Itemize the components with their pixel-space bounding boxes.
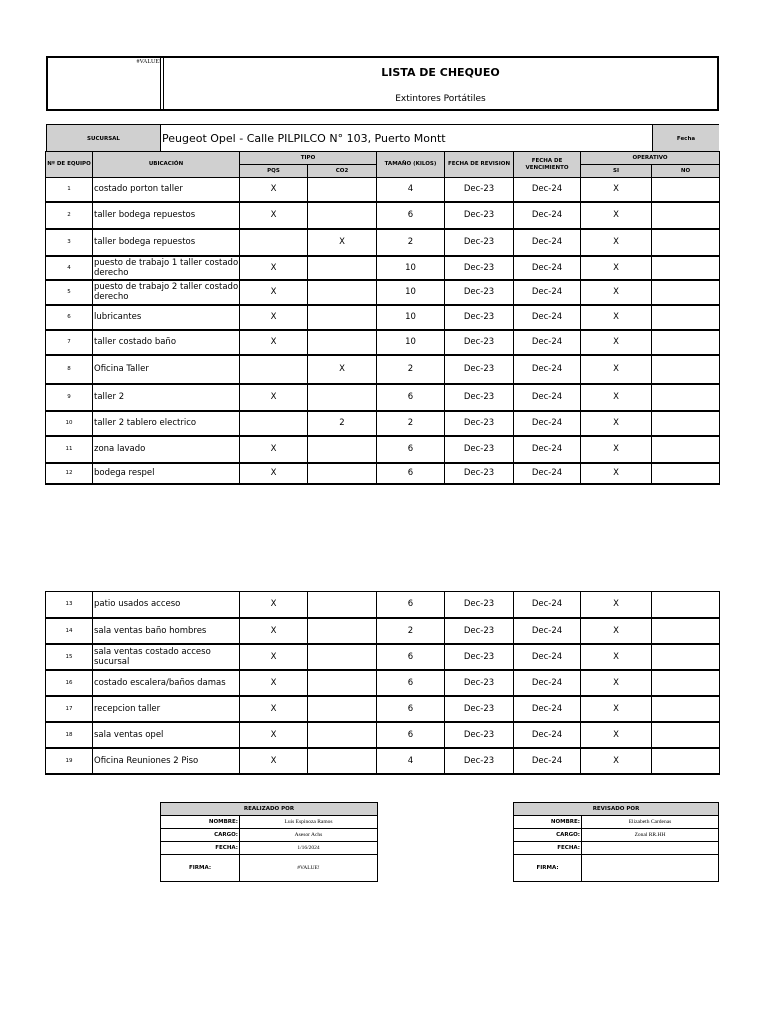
operative-no-cell xyxy=(652,178,720,202)
col-size-header: TAMAÑO (KILOS) xyxy=(377,152,445,178)
table-row xyxy=(46,696,720,722)
done-by-role-label: CARGO: xyxy=(161,829,240,842)
equipment-number-cell: 9 xyxy=(46,384,93,411)
review-date-cell: Dec-23 xyxy=(445,305,514,330)
col-no-header: NO xyxy=(652,165,720,178)
col-type-header: TIPO xyxy=(240,152,377,165)
operative-yes-cell: X xyxy=(581,178,652,202)
reviewed-by-date-label: FECHA: xyxy=(514,842,582,855)
equipment-number-cell: 8 xyxy=(46,355,93,384)
expiry-date-cell: Dec-24 xyxy=(514,696,581,722)
table-row xyxy=(46,670,720,696)
type-pqs-cell xyxy=(240,229,308,256)
col-expiry-header: FECHA DE VENCIMIENTO xyxy=(514,152,581,178)
table-row xyxy=(46,229,720,256)
type-pqs-cell: X xyxy=(240,305,308,330)
expiry-date-cell: Dec-24 xyxy=(514,305,581,330)
type-co2-cell xyxy=(308,384,377,411)
reviewed-by-role: Zonal RR.HH xyxy=(582,829,719,842)
done-by-sign: #VALUE! xyxy=(240,855,378,882)
operative-yes-cell: X xyxy=(581,330,652,355)
type-co2-cell: 2 xyxy=(308,411,377,436)
expiry-date-cell: Dec-24 xyxy=(514,384,581,411)
done-by-name: Luis Espinoza Ramos xyxy=(240,816,378,829)
expiry-date-cell: Dec-24 xyxy=(514,670,581,696)
location-cell: costado porton taller xyxy=(93,178,240,202)
operative-no-cell xyxy=(652,644,720,670)
operative-yes-cell: X xyxy=(581,384,652,411)
reviewed-by-table xyxy=(513,802,719,882)
reviewed-by-name: Elizabeth Cardenas xyxy=(582,816,719,829)
reviewed-by-sign xyxy=(582,855,719,882)
size-kg-cell: 6 xyxy=(377,202,445,229)
location-cell: lubricantes xyxy=(93,305,240,330)
type-pqs-cell: X xyxy=(240,722,308,748)
equipment-number-cell: 11 xyxy=(46,436,93,463)
operative-yes-cell: X xyxy=(581,305,652,330)
table-row xyxy=(46,384,720,411)
operative-yes-cell: X xyxy=(581,280,652,305)
size-kg-cell: 2 xyxy=(377,229,445,256)
equipment-number-cell: 19 xyxy=(46,748,93,774)
location-cell: taller 2 tablero electrico xyxy=(93,411,240,436)
review-date-cell: Dec-23 xyxy=(445,463,514,484)
operative-no-cell xyxy=(652,696,720,722)
type-co2-cell xyxy=(308,644,377,670)
operative-yes-cell: X xyxy=(581,696,652,722)
location-cell: taller costado baño xyxy=(93,330,240,355)
location-cell: taller 2 xyxy=(93,384,240,411)
location-cell: sala ventas opel xyxy=(93,722,240,748)
type-co2-cell xyxy=(308,722,377,748)
col-co2-header: CO2 xyxy=(308,165,377,178)
equipment-number-cell: 4 xyxy=(46,256,93,280)
location-cell: patio usados acceso xyxy=(93,592,240,618)
table-row xyxy=(46,463,720,484)
branch-row xyxy=(46,124,719,152)
size-kg-cell: 10 xyxy=(377,280,445,305)
expiry-date-cell: Dec-24 xyxy=(514,202,581,229)
operative-yes-cell: X xyxy=(581,256,652,280)
done-by-title: REALIZADO POR xyxy=(161,803,378,816)
done-by-date: 1/16/2024 xyxy=(240,842,378,855)
review-date-cell: Dec-23 xyxy=(445,748,514,774)
type-pqs-cell: X xyxy=(240,463,308,484)
location-cell: costado escalera/baños damas xyxy=(93,670,240,696)
expiry-date-cell: Dec-24 xyxy=(514,229,581,256)
table-row xyxy=(46,748,720,774)
location-cell: sala ventas baño hombres xyxy=(93,618,240,644)
operative-no-cell xyxy=(652,355,720,384)
size-kg-cell: 6 xyxy=(377,592,445,618)
expiry-date-cell: Dec-24 xyxy=(514,592,581,618)
expiry-date-cell: Dec-24 xyxy=(514,436,581,463)
type-pqs-cell: X xyxy=(240,178,308,202)
expiry-date-cell: Dec-24 xyxy=(514,178,581,202)
done-by-name-label: NOMBRE: xyxy=(161,816,240,829)
branch-label: SUCURSAL xyxy=(47,125,161,152)
type-pqs-cell: X xyxy=(240,436,308,463)
document-subtitle: Extintores Portátiles xyxy=(395,94,486,104)
review-date-cell: Dec-23 xyxy=(445,411,514,436)
type-pqs-cell: X xyxy=(240,696,308,722)
equipment-number-cell: 6 xyxy=(46,305,93,330)
operative-no-cell xyxy=(652,202,720,229)
operative-no-cell xyxy=(652,256,720,280)
review-date-cell: Dec-23 xyxy=(445,280,514,305)
equipment-number-cell: 16 xyxy=(46,670,93,696)
location-cell: bodega respel xyxy=(93,463,240,484)
type-co2-cell xyxy=(308,280,377,305)
reviewed-by-role-label: CARGO: xyxy=(514,829,582,842)
type-co2-cell xyxy=(308,305,377,330)
type-pqs-cell: X xyxy=(240,202,308,229)
operative-yes-cell: X xyxy=(581,229,652,256)
operative-yes-cell: X xyxy=(581,722,652,748)
table-row xyxy=(46,436,720,463)
size-kg-cell: 6 xyxy=(377,696,445,722)
type-pqs-cell: X xyxy=(240,618,308,644)
size-kg-cell: 6 xyxy=(377,384,445,411)
type-co2-cell xyxy=(308,696,377,722)
type-pqs-cell: X xyxy=(240,592,308,618)
equipment-number-cell: 2 xyxy=(46,202,93,229)
equipment-number-cell: 1 xyxy=(46,178,93,202)
table-row xyxy=(46,305,720,330)
location-cell: recepcion taller xyxy=(93,696,240,722)
operative-yes-cell: X xyxy=(581,670,652,696)
size-kg-cell: 10 xyxy=(377,305,445,330)
table-row xyxy=(46,330,720,355)
operative-no-cell xyxy=(652,330,720,355)
table-row xyxy=(46,411,720,436)
review-date-cell: Dec-23 xyxy=(445,592,514,618)
reviewed-by-date xyxy=(582,842,719,855)
review-date-cell: Dec-23 xyxy=(445,202,514,229)
equipment-number-cell: 15 xyxy=(46,644,93,670)
review-date-cell: Dec-23 xyxy=(445,256,514,280)
equipment-number-cell: 14 xyxy=(46,618,93,644)
operative-no-cell xyxy=(652,670,720,696)
review-date-cell: Dec-23 xyxy=(445,670,514,696)
size-kg-cell: 2 xyxy=(377,618,445,644)
table-row xyxy=(46,355,720,384)
operative-yes-cell: X xyxy=(581,463,652,484)
equipment-number-cell: 13 xyxy=(46,592,93,618)
type-pqs-cell xyxy=(240,355,308,384)
expiry-date-cell: Dec-24 xyxy=(514,355,581,384)
expiry-date-cell: Dec-24 xyxy=(514,411,581,436)
operative-no-cell xyxy=(652,463,720,484)
size-kg-cell: 2 xyxy=(377,411,445,436)
size-kg-cell: 10 xyxy=(377,330,445,355)
reviewed-by-name-label: NOMBRE: xyxy=(514,816,582,829)
operative-no-cell xyxy=(652,384,720,411)
branch-value: Peugeot Opel - Calle PILPILCO N° 103, Puerto Montt xyxy=(161,125,697,152)
type-pqs-cell: X xyxy=(240,330,308,355)
type-co2-cell xyxy=(308,436,377,463)
operative-yes-cell: X xyxy=(581,355,652,384)
type-co2-cell xyxy=(308,463,377,484)
review-date-cell: Dec-23 xyxy=(445,178,514,202)
expiry-date-cell: Dec-24 xyxy=(514,618,581,644)
table-row xyxy=(46,644,720,670)
operative-yes-cell: X xyxy=(581,618,652,644)
extinguisher-table-1 xyxy=(45,151,720,485)
operative-no-cell xyxy=(652,722,720,748)
done-by-table xyxy=(160,802,378,882)
type-co2-cell xyxy=(308,618,377,644)
type-co2-cell xyxy=(308,178,377,202)
equipment-number-cell: 12 xyxy=(46,463,93,484)
table-row xyxy=(46,178,720,202)
expiry-date-cell: Dec-24 xyxy=(514,256,581,280)
document-title: LISTA DE CHEQUEO xyxy=(381,66,500,79)
type-pqs-cell xyxy=(240,411,308,436)
table-row xyxy=(46,592,720,618)
logo-cell xyxy=(48,58,164,109)
col-operative-header: OPERATIVO xyxy=(581,152,720,165)
done-by-role: Asesor Achs xyxy=(240,829,378,842)
equipment-number-cell: 18 xyxy=(46,722,93,748)
equipment-number-cell: 10 xyxy=(46,411,93,436)
type-co2-cell xyxy=(308,670,377,696)
type-co2-cell xyxy=(308,330,377,355)
type-pqs-cell: X xyxy=(240,384,308,411)
size-kg-cell: 6 xyxy=(377,722,445,748)
expiry-date-cell: Dec-24 xyxy=(514,280,581,305)
type-co2-cell xyxy=(308,592,377,618)
expiry-date-cell: Dec-24 xyxy=(514,463,581,484)
operative-no-cell xyxy=(652,305,720,330)
location-cell: puesto de trabajo 1 taller costado derecho xyxy=(94,257,239,278)
expiry-date-cell: Dec-24 xyxy=(514,722,581,748)
done-by-date-label: FECHA: xyxy=(161,842,240,855)
review-date-cell: Dec-23 xyxy=(445,229,514,256)
equipment-number-cell: 7 xyxy=(46,330,93,355)
reviewed-by-title: REVISADO POR xyxy=(514,803,719,816)
operative-yes-cell: X xyxy=(581,592,652,618)
operative-no-cell xyxy=(652,748,720,774)
table-row xyxy=(46,280,720,305)
table-row xyxy=(46,618,720,644)
review-date-cell: Dec-23 xyxy=(445,722,514,748)
expiry-date-cell: Dec-24 xyxy=(514,644,581,670)
operative-no-cell xyxy=(652,436,720,463)
operative-yes-cell: X xyxy=(581,644,652,670)
size-kg-cell: 6 xyxy=(377,436,445,463)
col-yes-header: SI xyxy=(581,165,652,178)
location-cell: Oficina Reuniones 2 Piso xyxy=(93,748,240,774)
location-cell: taller bodega repuestos xyxy=(93,202,240,229)
table-row xyxy=(46,202,720,229)
review-date-cell: Dec-23 xyxy=(445,436,514,463)
size-kg-cell: 6 xyxy=(377,644,445,670)
size-kg-cell: 6 xyxy=(377,670,445,696)
col-pqs-header: PQS xyxy=(240,165,308,178)
operative-yes-cell: X xyxy=(581,436,652,463)
location-cell: zona lavado xyxy=(93,436,240,463)
review-date-cell: Dec-23 xyxy=(445,618,514,644)
equipment-number-cell: 5 xyxy=(46,280,93,305)
reviewed-by-sign-label: FIRMA: xyxy=(514,855,582,882)
type-co2-cell xyxy=(308,202,377,229)
date-label: Fecha xyxy=(652,125,719,152)
operative-yes-cell: X xyxy=(581,411,652,436)
document-header xyxy=(46,56,719,111)
operative-no-cell xyxy=(652,229,720,256)
extinguisher-table-2 xyxy=(45,591,720,775)
equipment-number-cell: 3 xyxy=(46,229,93,256)
operative-no-cell xyxy=(652,280,720,305)
type-pqs-cell: X xyxy=(240,670,308,696)
location-cell: taller bodega repuestos xyxy=(93,229,240,256)
size-kg-cell: 6 xyxy=(377,463,445,484)
size-kg-cell: 4 xyxy=(377,178,445,202)
location-cell: puesto de trabajo 2 taller costado derecho xyxy=(93,280,240,305)
table-row xyxy=(46,722,720,748)
operative-no-cell xyxy=(652,411,720,436)
operative-yes-cell: X xyxy=(581,202,652,229)
operative-no-cell xyxy=(652,592,720,618)
type-pqs-cell: X xyxy=(240,280,308,305)
type-pqs-cell: X xyxy=(240,644,308,670)
review-date-cell: Dec-23 xyxy=(445,355,514,384)
logo-error-text: #VALUE! xyxy=(136,59,161,65)
size-kg-cell: 2 xyxy=(377,355,445,384)
equipment-number-cell: 17 xyxy=(46,696,93,722)
done-by-sign-label: FIRMA: xyxy=(161,855,240,882)
review-date-cell: Dec-23 xyxy=(445,644,514,670)
type-co2-cell xyxy=(308,748,377,774)
location-cell: sala ventas costado acceso sucursal xyxy=(93,644,240,670)
table-row xyxy=(46,256,720,280)
col-review-header: FECHA DE REVISION xyxy=(445,152,514,178)
operative-no-cell xyxy=(652,618,720,644)
type-co2-cell xyxy=(308,256,377,280)
size-kg-cell: 4 xyxy=(377,748,445,774)
type-co2-cell: X xyxy=(308,355,377,384)
size-kg-cell: 10 xyxy=(377,256,445,280)
operative-yes-cell: X xyxy=(581,748,652,774)
type-pqs-cell: X xyxy=(240,256,308,280)
location-cell: Oficina Taller xyxy=(93,355,240,384)
col-location-header: UBICACIÓN xyxy=(93,152,240,178)
review-date-cell: Dec-23 xyxy=(445,696,514,722)
expiry-date-cell: Dec-24 xyxy=(514,330,581,355)
type-pqs-cell: X xyxy=(240,748,308,774)
type-co2-cell: X xyxy=(308,229,377,256)
review-date-cell: Dec-23 xyxy=(445,384,514,411)
review-date-cell: Dec-23 xyxy=(445,330,514,355)
col-num-header: Nº DE EQUIPO xyxy=(46,152,93,178)
expiry-date-cell: Dec-24 xyxy=(514,748,581,774)
